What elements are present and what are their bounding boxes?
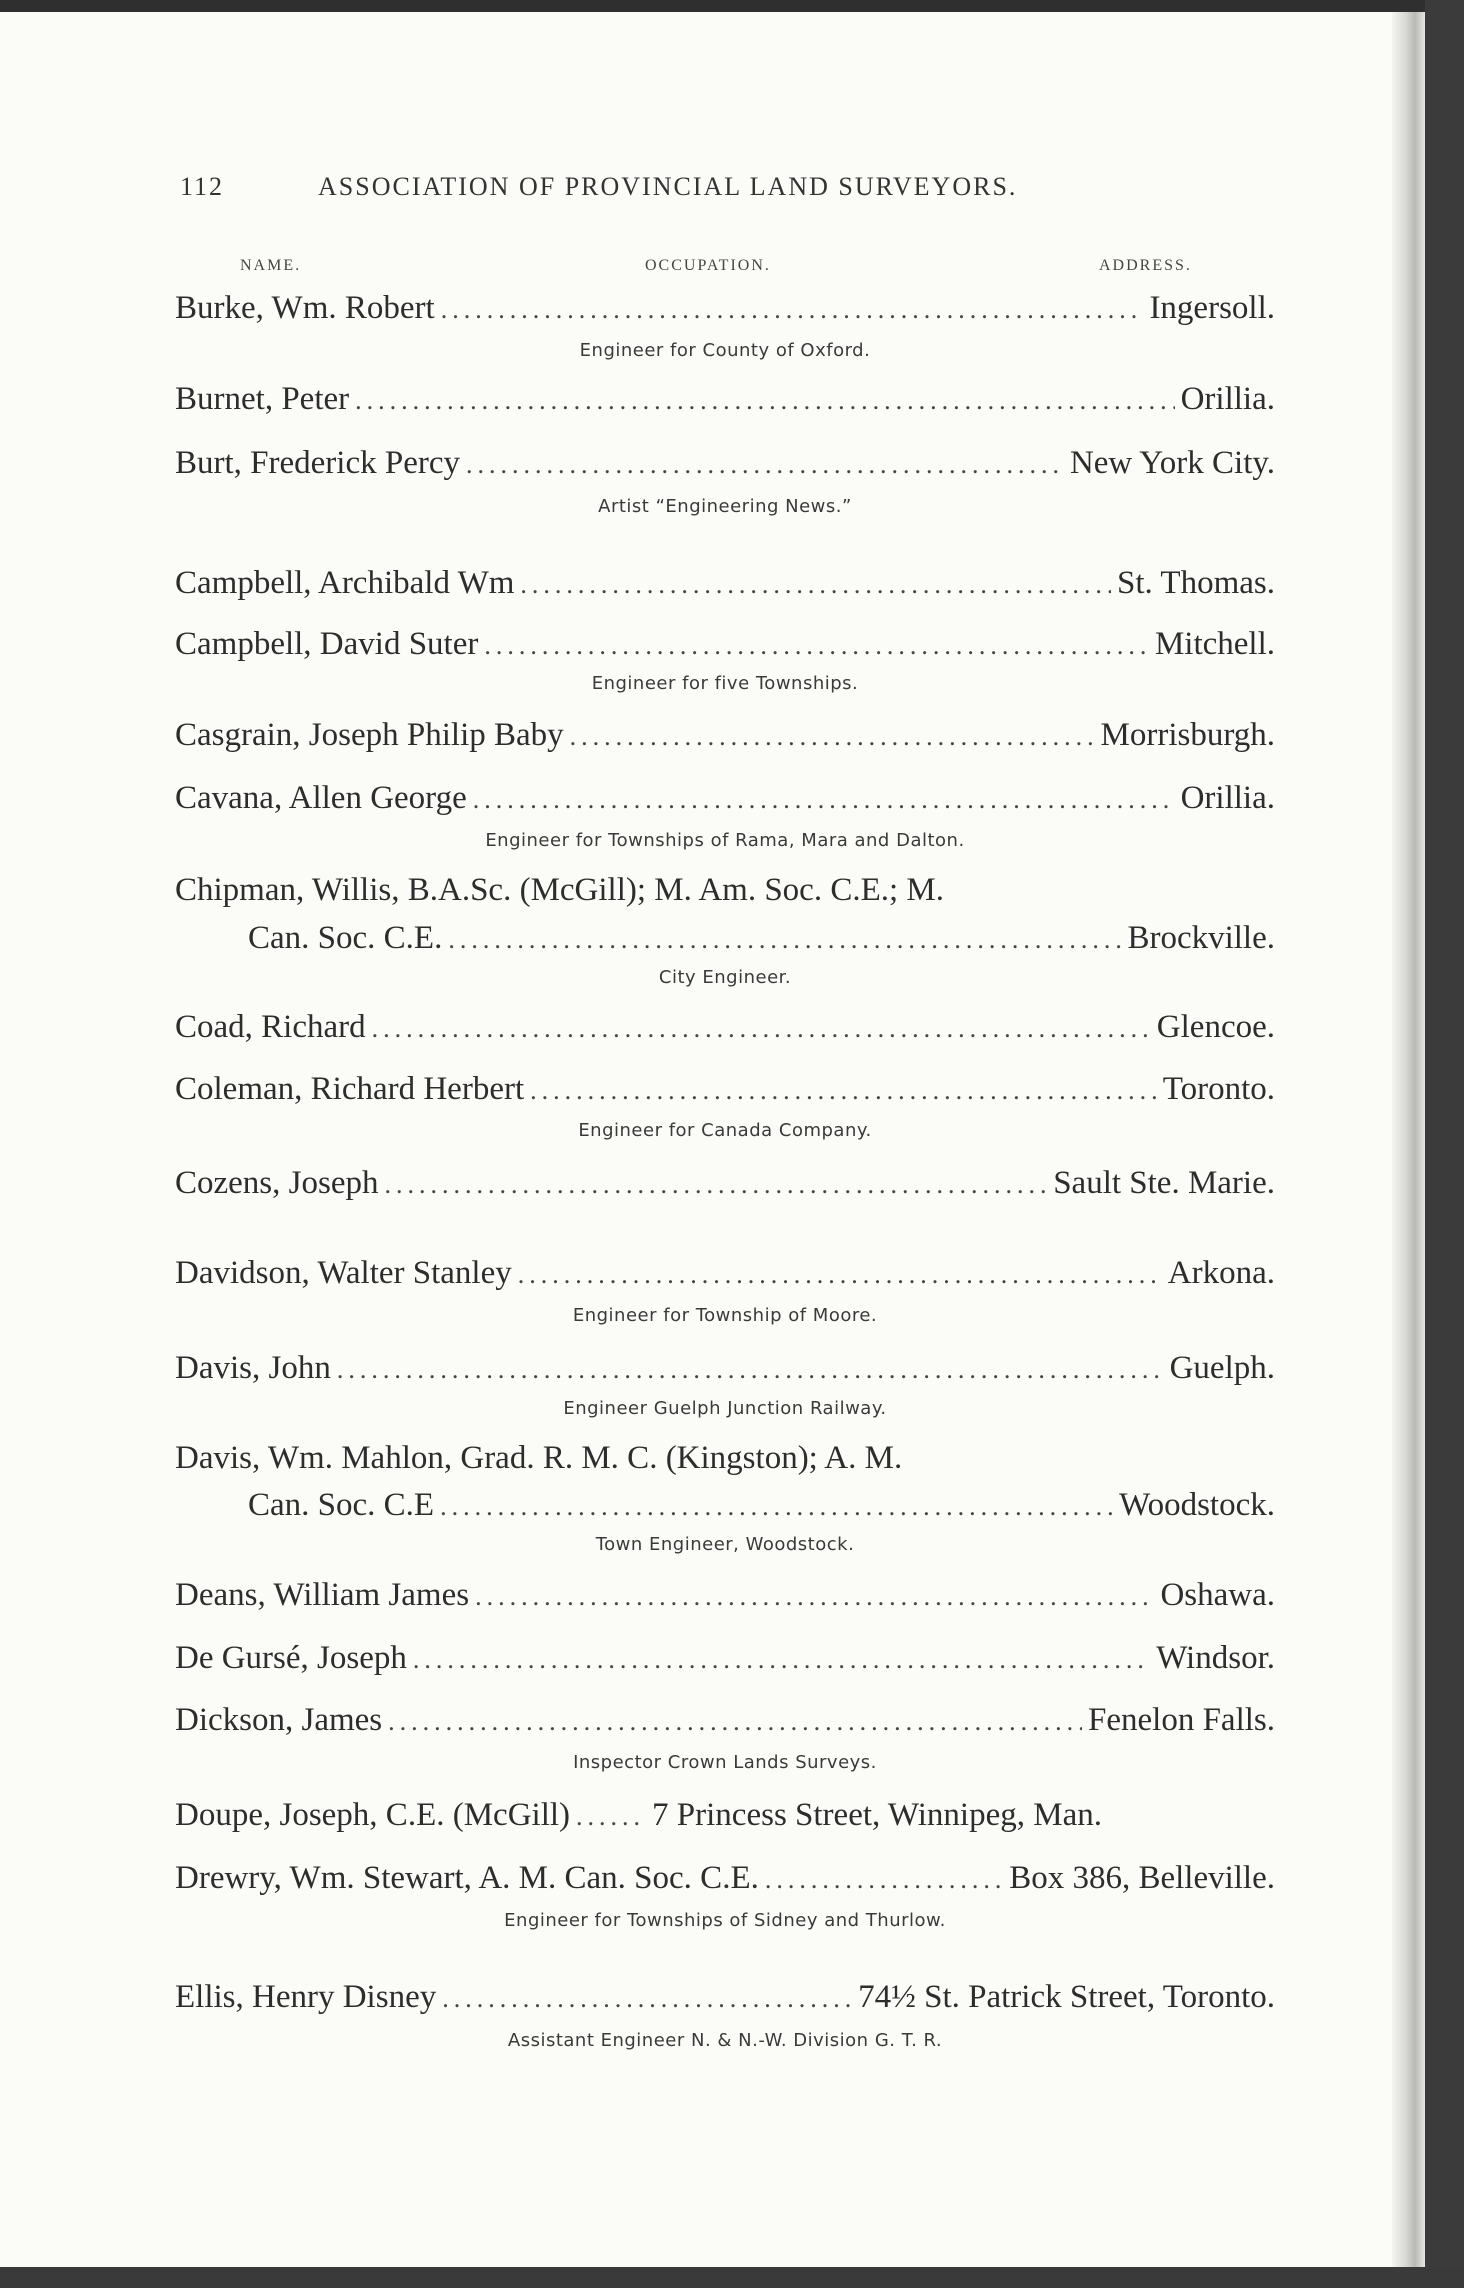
- entry-name-continued: Can. Soc. C.E: [248, 1487, 435, 1523]
- dot-leader: [448, 925, 1121, 955]
- entry-name: De Gursé, Joseph: [175, 1640, 407, 1676]
- column-header-occupation: OCCUPATION.: [645, 257, 771, 274]
- entry-name: Campbell, David Suter: [175, 626, 479, 662]
- entry-occupation: Engineer for five Townships.: [591, 673, 859, 694]
- entry-name: Drewry, Wm. Stewart, A. M. Can. Soc. C.E.: [175, 1860, 759, 1896]
- list-item: [175, 1577, 1275, 1621]
- entry-occupation: Assistant Engineer N. & N.-W. Division G. T. R.: [507, 2030, 943, 2051]
- dot-leader: [388, 1707, 1082, 1737]
- entry-occupation: Inspector Crown Lands Surveys.: [573, 1752, 877, 1773]
- dot-leader: [475, 1582, 1154, 1612]
- entry-name: Davis, Wm. Mahlon, Grad. R. M. C. (Kingston); A. M.: [175, 1440, 903, 1476]
- list-item: [175, 717, 1275, 761]
- entry-occupation: Town Engineer, Woodstock.: [595, 1534, 855, 1555]
- entry-name: Burke, Wm. Robert: [175, 290, 435, 326]
- entry-name: Coad, Richard: [175, 1009, 366, 1045]
- list-item: [175, 780, 1275, 824]
- list-item: [175, 1440, 1275, 1484]
- dot-leader: [384, 1170, 1047, 1200]
- entry-occupation: Artist “Engineering News.”: [598, 496, 852, 517]
- entry-address: 7 Princess Street, Winnipeg, Man.: [652, 1797, 1102, 1833]
- column-header-name: NAME.: [240, 257, 302, 274]
- list-item-continuation: [248, 1487, 1275, 1531]
- entry-occupation: Engineer for Townships of Rama, Mara and Dalton.: [485, 830, 965, 851]
- entry-address: Glencoe.: [1156, 1009, 1275, 1045]
- entry-name: Burnet, Peter: [175, 381, 350, 417]
- entry-name: Cozens, Joseph: [175, 1165, 379, 1201]
- entry-name: Davis, John: [175, 1350, 331, 1386]
- entry-address: Mitchell.: [1154, 626, 1275, 662]
- list-item: [175, 1165, 1275, 1209]
- list-item: [175, 1255, 1275, 1299]
- dot-leader: [484, 631, 1149, 661]
- entry-name: Deans, William James: [175, 1577, 470, 1613]
- entry-address: Ingersoll.: [1149, 290, 1275, 326]
- entry-address: Orillia.: [1180, 381, 1275, 417]
- dot-leader: [520, 570, 1111, 600]
- entry-address: Brockville.: [1127, 920, 1275, 956]
- dot-leader: [473, 785, 1175, 815]
- list-item: [175, 1009, 1275, 1053]
- list-item: [175, 1979, 1275, 2023]
- entry-address: Arkona.: [1167, 1255, 1275, 1291]
- list-item: [175, 445, 1275, 489]
- entry-name: Davidson, Walter Stanley: [175, 1255, 512, 1291]
- dot-leader: [337, 1355, 1164, 1385]
- dot-leader: [518, 1260, 1162, 1290]
- entry-occupation: Engineer for Canada Company.: [578, 1120, 872, 1141]
- entry-name: Casgrain, Joseph Philip Baby: [175, 717, 564, 753]
- list-item: [175, 1071, 1275, 1115]
- entry-address: Guelph.: [1169, 1350, 1275, 1386]
- entry-occupation: City Engineer.: [658, 967, 792, 988]
- entry-address: Sault Ste. Marie.: [1053, 1165, 1275, 1201]
- list-item: [175, 565, 1275, 609]
- entry-occupation: Engineer Guelph Junction Railway.: [563, 1398, 887, 1419]
- entry-address: Woodstock.: [1119, 1487, 1275, 1523]
- entry-address: Fenelon Falls.: [1088, 1702, 1275, 1738]
- entry-address: Morrisburgh.: [1100, 717, 1275, 753]
- dot-leader: [440, 1492, 1113, 1522]
- entry-address: 74½ St. Patrick Street, Toronto.: [858, 1979, 1275, 2015]
- entry-address: New York City.: [1069, 445, 1275, 481]
- dot-leader: [355, 386, 1174, 416]
- list-item: [175, 1640, 1275, 1684]
- entry-name: Dickson, James: [175, 1702, 383, 1738]
- entry-address: Oshawa.: [1160, 1577, 1275, 1613]
- entry-address: Windsor.: [1156, 1640, 1275, 1676]
- entry-name: Doupe, Joseph, C.E. (McGill): [175, 1797, 571, 1833]
- page-number: 112: [180, 172, 225, 201]
- entry-occupation: Engineer for County of Oxford.: [579, 340, 871, 361]
- dot-leader: [442, 1984, 852, 2014]
- dot-leader: [372, 1014, 1151, 1044]
- entry-name-continued: Can. Soc. C.E.: [248, 920, 443, 956]
- list-item: [175, 1702, 1275, 1746]
- dot-leader: [413, 1645, 1150, 1675]
- entry-address: Toronto.: [1162, 1071, 1275, 1107]
- list-item: [175, 381, 1275, 425]
- dot-leader: [441, 295, 1144, 325]
- page-title: ASSOCIATION OF PROVINCIAL LAND SURVEYORS.: [318, 172, 1018, 201]
- list-item-continuation: [248, 920, 1275, 964]
- entry-name: Cavana, Allen George: [175, 780, 467, 816]
- entry-name: Coleman, Richard Herbert: [175, 1071, 525, 1107]
- list-item: [175, 1860, 1275, 1904]
- dot-leader: [765, 1865, 1003, 1895]
- list-item: [175, 1797, 1275, 1841]
- entry-address: St. Thomas.: [1117, 565, 1275, 601]
- entry-occupation: Engineer for Townships of Sidney and Thurlow.: [504, 1910, 946, 1931]
- dot-leader: [570, 722, 1095, 752]
- entry-address: Orillia.: [1180, 780, 1275, 816]
- entry-name: Campbell, Archibald Wm: [175, 565, 515, 601]
- entry-name: Ellis, Henry Disney: [175, 1979, 437, 2015]
- entry-name: Burt, Frederick Percy: [175, 445, 460, 481]
- dot-leader: [466, 450, 1064, 480]
- entry-occupation: Engineer for Township of Moore.: [572, 1305, 878, 1326]
- dot-leader: [530, 1076, 1157, 1106]
- entry-name: Chipman, Willis, B.A.Sc. (McGill); M. Am. Soc. C.E.; M.: [175, 872, 945, 908]
- list-item: [175, 1350, 1275, 1394]
- column-header-address: ADDRESS.: [1099, 257, 1192, 274]
- list-item: [175, 290, 1275, 334]
- entry-address: Box 386, Belleville.: [1009, 1860, 1275, 1896]
- list-item: [175, 626, 1275, 670]
- list-item: [175, 872, 1275, 916]
- dot-leader: [576, 1802, 646, 1832]
